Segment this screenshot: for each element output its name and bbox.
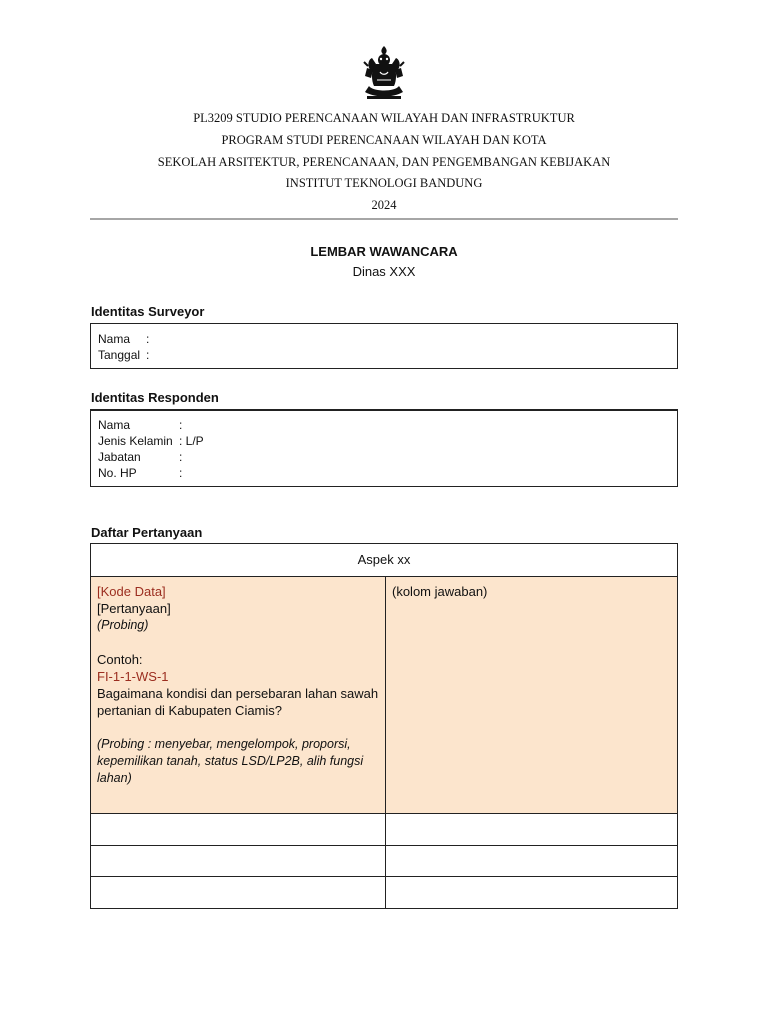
- surveyor-heading: Identitas Surveyor: [91, 304, 205, 319]
- header-divider: [90, 218, 678, 220]
- institute-title: INSTITUT TEKNOLOGI BANDUNG: [285, 176, 483, 190]
- field-label: Tanggal: [98, 348, 141, 362]
- document-subtitle: Dinas XXX: [352, 264, 416, 279]
- example-label: Contoh:: [97, 652, 143, 667]
- empty-question-cell[interactable]: [91, 877, 385, 908]
- program-title: PROGRAM STUDI PERENCANAAN WILAYAH DAN KOTA: [221, 133, 547, 147]
- field-label: Jenis Kelamin: [98, 434, 173, 448]
- answer-cell[interactable]: [386, 577, 677, 814]
- table-header: Aspek xx: [91, 544, 677, 577]
- institution-logo: [359, 44, 409, 102]
- course-title: PL3209 STUDIO PERENCANAAN WILAYAH DAN INFRASTRUKTUR: [193, 111, 575, 125]
- example-probing-line1: (Probing : menyebar, mengelompok, proporsi,: [97, 737, 351, 751]
- questions-heading: Daftar Pertanyaan: [91, 525, 203, 540]
- surveyor-box: [90, 323, 678, 369]
- empty-answer-cell[interactable]: [386, 846, 677, 876]
- questions-table: [90, 543, 678, 909]
- empty-question-cell[interactable]: [91, 846, 385, 876]
- data-code-label: [Kode Data]: [97, 584, 166, 599]
- example-probing-line2: kepemilikan tanah, status LSD/LP2B, alih fungsi: [97, 754, 364, 768]
- field-value[interactable]: :: [179, 418, 183, 432]
- example-code: FI-1-1-WS-1: [97, 669, 169, 684]
- respondent-box: [90, 409, 678, 487]
- question-cell[interactable]: [91, 577, 385, 814]
- document-title: LEMBAR WAWANCARA: [310, 244, 458, 259]
- field-value[interactable]: : L/P: [179, 434, 204, 448]
- example-question-line1: Bagaimana kondisi dan persebaran lahan sawah: [97, 686, 379, 701]
- field-value[interactable]: :: [146, 332, 150, 346]
- question-label: [Pertanyaan]: [97, 601, 171, 616]
- year-label: 2024: [371, 198, 397, 212]
- empty-answer-cell[interactable]: [386, 877, 677, 908]
- empty-question-cell[interactable]: [91, 814, 385, 845]
- field-value[interactable]: :: [179, 450, 183, 464]
- field-label: Nama: [98, 332, 131, 346]
- school-title: SEKOLAH ARSITEKTUR, PERENCANAAN, DAN PENGEMBANGAN KEBIJAKAN: [157, 155, 611, 169]
- field-label: Nama: [98, 418, 131, 432]
- answer-placeholder: (kolom jawaban): [392, 584, 488, 599]
- example-probing-line3: lahan): [97, 771, 132, 785]
- example-question-line2: pertanian di Kabupaten Ciamis?: [97, 703, 283, 718]
- probing-label: (Probing): [97, 618, 149, 632]
- respondent-heading: Identitas Responden: [91, 390, 219, 405]
- field-value[interactable]: :: [146, 348, 150, 362]
- field-label: No. HP: [98, 466, 137, 480]
- empty-answer-cell[interactable]: [386, 814, 677, 845]
- field-label: Jabatan: [98, 450, 141, 464]
- field-value[interactable]: :: [179, 466, 183, 480]
